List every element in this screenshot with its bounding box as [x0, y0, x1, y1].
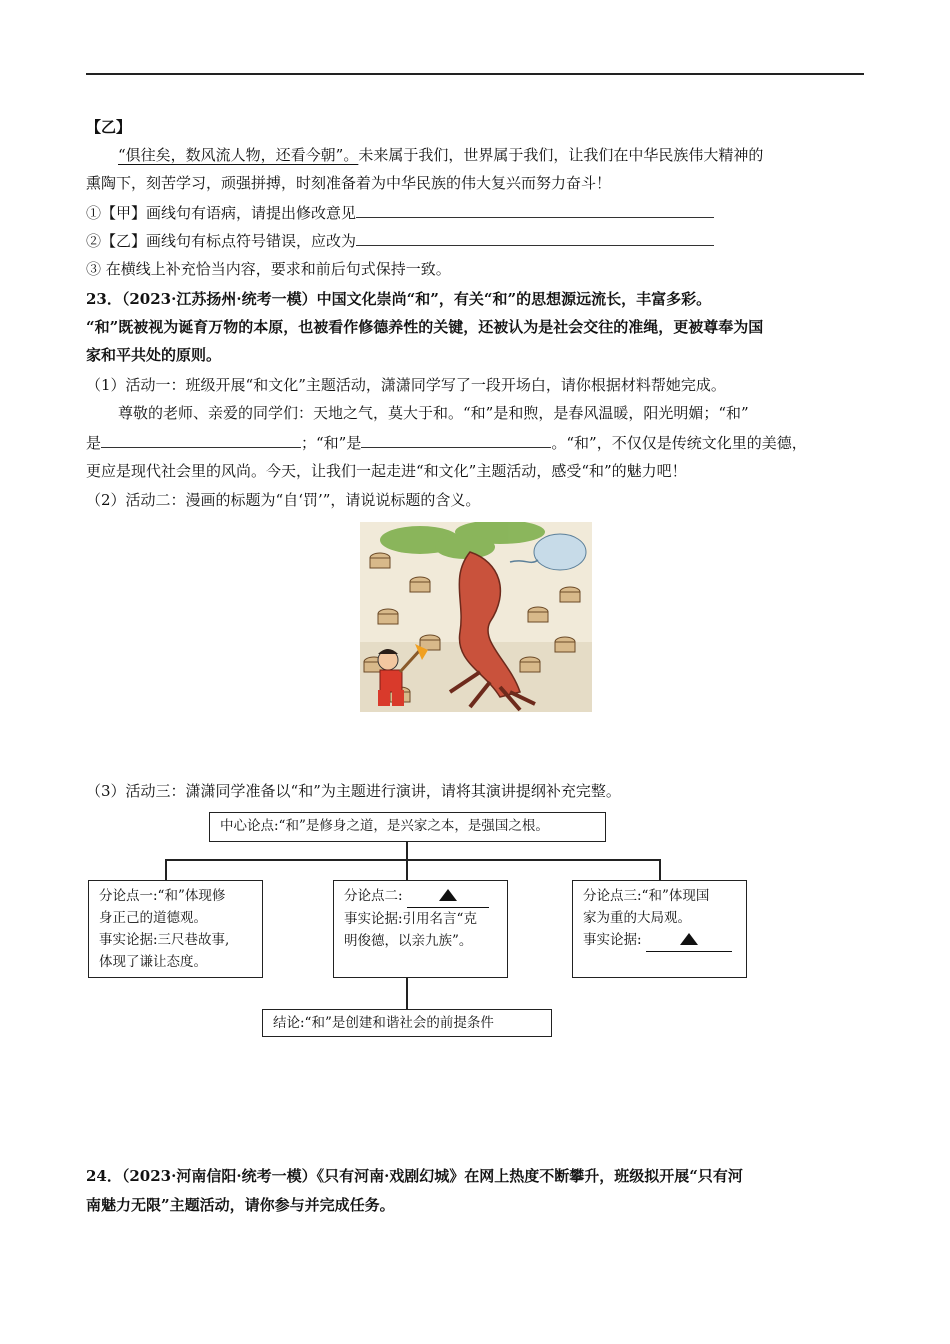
sub-point-1-line-3: 事实论据:三尺巷故事, — [99, 932, 230, 948]
outline-connector-right — [659, 859, 661, 881]
q23-line-2: “和”既被视为诞育万物的本原，也被看作修德养性的关键，还被认为是社会交往的准绳，更被尊奉为国 — [86, 318, 764, 336]
outline-sub-point-2 — [333, 880, 508, 978]
sub-point-1-line-4: 体现了谦让态度。 — [99, 954, 207, 970]
outline-connector-conclusion — [406, 978, 408, 1010]
yi-question-2 — [86, 230, 714, 252]
q24-line-1: 24．（2023·河南信阳·统考一模）《只有河南·戏剧幻城》在网上热度不断攀升，班级拟开展“只有河 — [86, 1167, 743, 1185]
cartoon-image — [360, 522, 592, 712]
outline-connector-bar — [165, 859, 660, 861]
triangle-marker-icon — [680, 933, 698, 945]
opening-para-2a: 是 — [86, 434, 102, 452]
fill-blank-b[interactable] — [361, 433, 551, 448]
header-rule — [86, 73, 864, 75]
opening-para-line-3: 更应是现代社会里的风尚。今天，让我们一起走进“和文化”主题活动，感受“和”的魅力吧！ — [86, 462, 687, 480]
outline-connector-left — [165, 859, 167, 881]
triangle-marker-icon — [439, 889, 457, 901]
yi-line-1 — [118, 144, 763, 166]
sub-point-3-label: 事实论据: — [583, 932, 642, 948]
opening-para-line-2 — [86, 432, 807, 454]
fill-blank-a[interactable] — [101, 433, 301, 448]
sub-point-2-label: 分论点二: — [344, 888, 403, 904]
answer-blank-2[interactable] — [356, 231, 714, 246]
outline-conclusion: 结论:“和”是创建和谐社会的前提条件 — [262, 1009, 552, 1037]
section-yi-header: 【乙】 — [86, 118, 132, 136]
yi-line-2: 熏陶下，刻苦学习，顽强拼搏，时刻准备着为中华民族的伟大复兴而努力奋斗！ — [86, 174, 612, 192]
outline-connector-mid — [406, 859, 408, 881]
sub-point-3-line-3 — [583, 929, 736, 952]
sub-point-1-line-2: 身正己的道德观。 — [99, 910, 207, 926]
q23-activity-3: （3）活动三：潇潇同学准备以“和”为主题进行演讲，请将其演讲提纲补充完整。 — [86, 782, 621, 800]
q23-activity-1: （1）活动一：班级开展“和文化”主题活动，潇潇同学写了一段开场白，请你根据材料帮她完成。 — [86, 376, 726, 394]
q23-line-1: 23．（2023·江苏扬州·统考一模）中国文化崇尚“和”，有关“和”的思想源远流长，丰富多彩。 — [86, 290, 712, 308]
sub-point-3-line-2: 家为重的大局观。 — [583, 910, 691, 926]
opening-para-2b: ；“和”是 — [301, 434, 362, 452]
q23-line-3: 家和平共处的原则。 — [86, 346, 222, 364]
yi-question-3: ③ 在横线上补充恰当内容，要求和前后句式保持一致。 — [86, 260, 451, 278]
yi-question-1 — [86, 202, 714, 224]
q23-activity-2: （2）活动二：漫画的标题为“自‘罚’”，请说说标题的含义。 — [86, 491, 481, 509]
yi-question-1-text: ①【甲】画线句有语病，请提出修改意见 — [86, 204, 357, 222]
outline-sub-point-1 — [88, 880, 263, 978]
yi-line-1-rest: 未来属于我们，世界属于我们，让我们在中华民族伟大精神的 — [358, 146, 764, 164]
yi-question-2-text: ②【乙】画线句有标点符号错误，应改为 — [86, 232, 357, 250]
q24-line-2: 南魅力无限”主题活动，请你参与并完成任务。 — [86, 1196, 395, 1214]
sub-point-1-line-1: 分论点一:“和”体现修 — [99, 888, 226, 904]
outline-sub-point-3 — [572, 880, 747, 978]
sub-point-2-line-1 — [344, 885, 497, 908]
opening-para-line-1: 尊敬的老师、亲爱的同学们：天地之气，莫大于和。“和”是和煦，是春风温暖，阳光明媚；“和” — [118, 404, 749, 422]
sub-point-3-blank[interactable] — [646, 929, 732, 952]
yi-underlined-quote: “俱往矣，数风流人物，还看今朝”。 — [118, 146, 359, 164]
outline-connector-stem — [406, 842, 408, 860]
sub-point-2-line-2: 事实论据:引用名言“克 — [344, 911, 477, 927]
sub-point-2-blank[interactable] — [407, 885, 489, 908]
sub-point-2-line-3: 明俊德，以亲九族”。 — [344, 933, 473, 949]
answer-blank-1[interactable] — [356, 203, 714, 218]
opening-para-2c: 。“和”，不仅仅是传统文化里的美德， — [551, 434, 807, 452]
outline-center-thesis: 中心论点:“和”是修身之道，是兴家之本，是强国之根。 — [209, 812, 606, 842]
sub-point-3-line-1: 分论点三:“和”体现国 — [583, 888, 710, 904]
